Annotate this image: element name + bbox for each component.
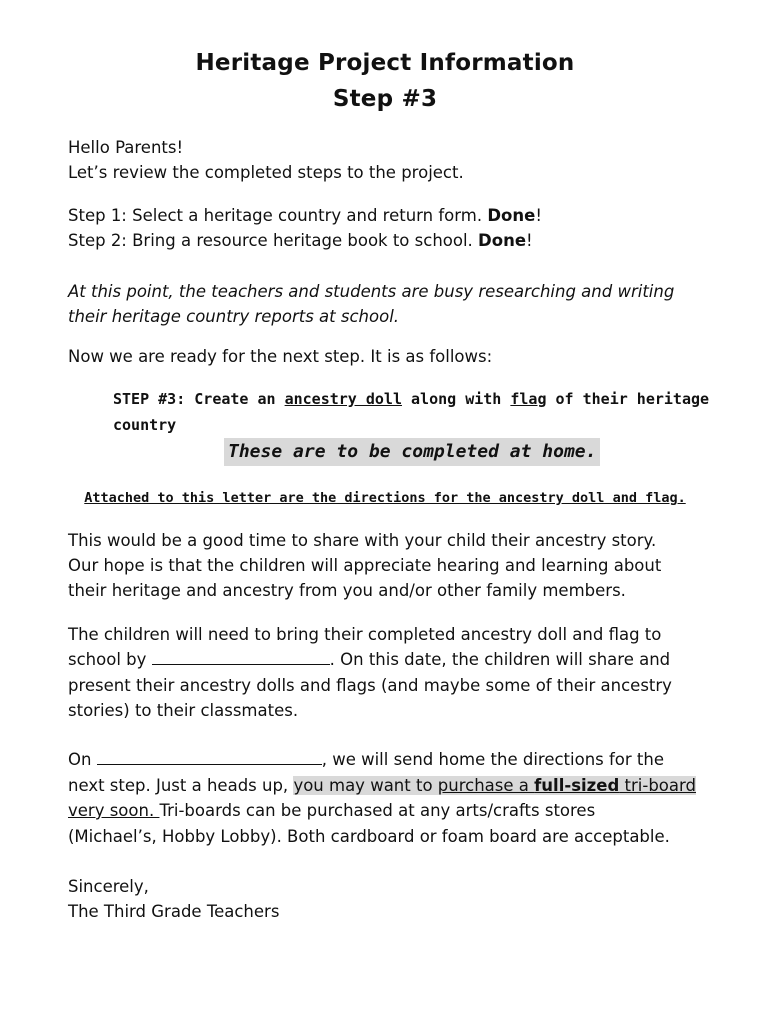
para3-line-3 [68,798,595,823]
home-callout: These are to be completed at home. [224,438,600,466]
intro-line: Let’s review the completed steps to the project. [68,163,464,182]
para3-line-4: (Michael’s, Hobby Lobby). Both cardboard or foam board are acceptable. [68,827,670,846]
step1-line [68,203,542,228]
step1-done: Done [487,206,536,225]
para3-send-home: , we will send home the directions for the [321,750,665,769]
para3-line-1 [68,747,664,772]
para3-you-may-want: you may want to [293,776,438,795]
step3-prefix: STEP #3: Create an [113,390,285,408]
title-heading: Heritage Project Information [195,50,575,76]
para3-very-soon: very soon. [68,801,160,820]
para3-heads-up: next step. Just a heads up, [68,776,294,795]
para2-line-3: present their ancestry dolls and flags (and maybe some of their ancestry [68,676,672,695]
step3-line-2: country [113,416,177,434]
greeting: Hello Parents! [68,138,184,157]
para3-purchase: purchase a [437,776,535,795]
step1-exclaim: ! [535,206,542,225]
para1-line-2: Our hope is that the children will appreciate hearing and learning about [68,556,662,575]
step3-suffix: of their heritage [546,390,710,408]
para2-line-1: The children will need to bring their completed ancestry doll and flag to [68,625,662,644]
para3-arts-crafts: Tri-boards can be purchased at any arts/crafts stores [159,801,596,820]
step3-flag: flag [510,390,547,408]
date-blank-1[interactable] [152,647,330,665]
italic-line-2: their heritage country reports at school. [68,307,400,326]
para2-line-2 [68,647,670,672]
tri-board-highlight [293,776,696,795]
step2-exclaim: ! [526,231,533,250]
step3-mid: along with [402,390,511,408]
para3-tri-board: tri-board [619,776,696,795]
step2-done: Done [478,231,527,250]
step3-ancestry-doll: ancestry doll [284,390,402,408]
step2-text: Step 2: Bring a resource heritage book to school. [68,231,479,250]
para2-line-4: stories) to their classmates. [68,701,299,720]
step3-line [113,387,709,412]
italic-line-1: At this point, the teachers and students are busy researching and writing [68,282,675,301]
para1-line-3: their heritage and ancestry from you and/or other family members. [68,581,626,600]
signature: The Third Grade Teachers [68,902,280,921]
para2-school-by: school by [68,650,152,669]
closing: Sincerely, [68,877,149,896]
para3-full-sized: full-sized [534,776,620,795]
para2-on-this-date: . On this date, the children will share and [329,650,671,669]
step1-text: Step 1: Select a heritage country and return form. [68,206,488,225]
date-blank-2[interactable] [97,747,322,765]
para3-line-2 [68,773,696,798]
attached-note: Attached to this letter are the directions for the ancestry doll and flag. [84,490,686,506]
step2-line [68,228,533,253]
para1-line-1: This would be a good time to share with your child their ancestry story. [68,531,657,550]
para3-on: On [68,750,97,769]
next-step-line: Now we are ready for the next step. It is as follows: [68,347,493,366]
title-step: Step #3 [332,86,438,112]
